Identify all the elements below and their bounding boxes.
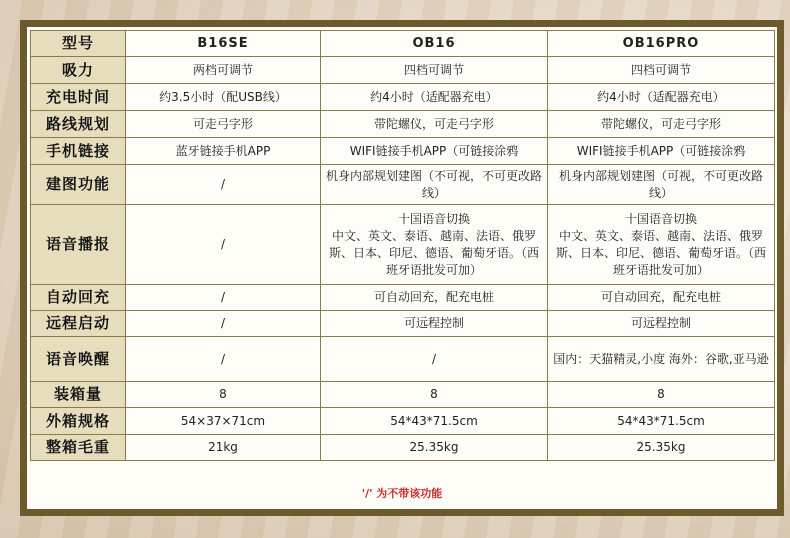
cell: 四档可调节: [321, 57, 548, 84]
row-label: 装箱量: [31, 382, 126, 408]
row-label: 吸力: [31, 57, 126, 84]
cell: 可自动回充，配充电桩: [548, 285, 775, 311]
cell: 约4小时（适配器充电）: [321, 84, 548, 111]
cell: /: [126, 285, 321, 311]
cell: WIFI链接手机APP（可链接涂鸦: [548, 138, 775, 165]
row-label: 建图功能: [31, 165, 126, 205]
cell: 两档可调节: [126, 57, 321, 84]
row-label: 整箱毛重: [31, 435, 126, 461]
cell: /: [126, 311, 321, 337]
cell: 8: [321, 382, 548, 408]
row-label: 语音唤醒: [31, 337, 126, 382]
cell: /: [321, 337, 548, 382]
cell: 25.35kg: [548, 435, 775, 461]
table-row-voice-wake: [31, 337, 775, 382]
row-label: 外箱规格: [31, 408, 126, 435]
cell: 可远程控制: [548, 311, 775, 337]
cell: 机身内部规划建图（不可视，不可更改路线）: [321, 165, 548, 205]
table-row-carton-qty: [31, 382, 775, 408]
model-ob16pro: OB16PRO: [548, 31, 775, 57]
cell: 21kg: [126, 435, 321, 461]
cell: 可远程控制: [321, 311, 548, 337]
cell: 国内：天猫精灵,小度 海外：谷歌,亚马逊: [548, 337, 775, 382]
cell: /: [126, 205, 321, 285]
cell: 带陀螺仪，可走弓字形: [548, 111, 775, 138]
table-header-row: [31, 31, 775, 57]
table-row-carton-size: [31, 408, 775, 435]
cell: 带陀螺仪，可走弓字形: [321, 111, 548, 138]
cell: 54×37×71cm: [126, 408, 321, 435]
table-row-phone-link: [31, 138, 775, 165]
cell: 25.35kg: [321, 435, 548, 461]
table-row-mapping: [31, 165, 775, 205]
cell: 约4小时（适配器充电）: [548, 84, 775, 111]
cell: 蓝牙链接手机APP: [126, 138, 321, 165]
cell: 十国语音切换 中文、英文、泰语、越南、法语、俄罗斯、日本、印尼、德语、葡萄牙语。（西班牙语批发可加）: [321, 205, 548, 285]
cell: 54*43*71.5cm: [321, 408, 548, 435]
model-b16se: B16SE: [126, 31, 321, 57]
spec-table-frame: [20, 20, 784, 516]
row-label: 充电时间: [31, 84, 126, 111]
table-row-suction: [31, 57, 775, 84]
cell: 约3.5小时（配USB线）: [126, 84, 321, 111]
row-label: 路线规划: [31, 111, 126, 138]
cell: /: [126, 337, 321, 382]
row-label: 远程启动: [31, 311, 126, 337]
cell: 可走弓字形: [126, 111, 321, 138]
cell: 8: [548, 382, 775, 408]
row-label: 自动回充: [31, 285, 126, 311]
table-row-route: [31, 111, 775, 138]
cell: WIFI链接手机APP（可链接涂鸦: [321, 138, 548, 165]
cell: 四档可调节: [548, 57, 775, 84]
cell: 可自动回充，配充电桩: [321, 285, 548, 311]
spec-comparison-table: [30, 30, 775, 461]
cell: 8: [126, 382, 321, 408]
cell: /: [126, 165, 321, 205]
table-row-voice: [31, 205, 775, 285]
model-ob16: OB16: [321, 31, 548, 57]
cell: 54*43*71.5cm: [548, 408, 775, 435]
cell: 机身内部规划建图（可视，不可更改路线）: [548, 165, 775, 205]
cell: 十国语音切换 中文、英文、泰语、越南、法语、俄罗斯、日本、印尼、德语、葡萄牙语。（西班牙语批发可加）: [548, 205, 775, 285]
row-label: 手机链接: [31, 138, 126, 165]
table-row-gross-weight: [31, 435, 775, 461]
table-row-auto-recharge: [31, 285, 775, 311]
table-row-charge-time: [31, 84, 775, 111]
footnote: '/' 为不带该功能: [361, 487, 443, 500]
table-row-remote-start: [31, 311, 775, 337]
row-label: 语音播报: [31, 205, 126, 285]
header-label: 型号: [31, 31, 126, 57]
